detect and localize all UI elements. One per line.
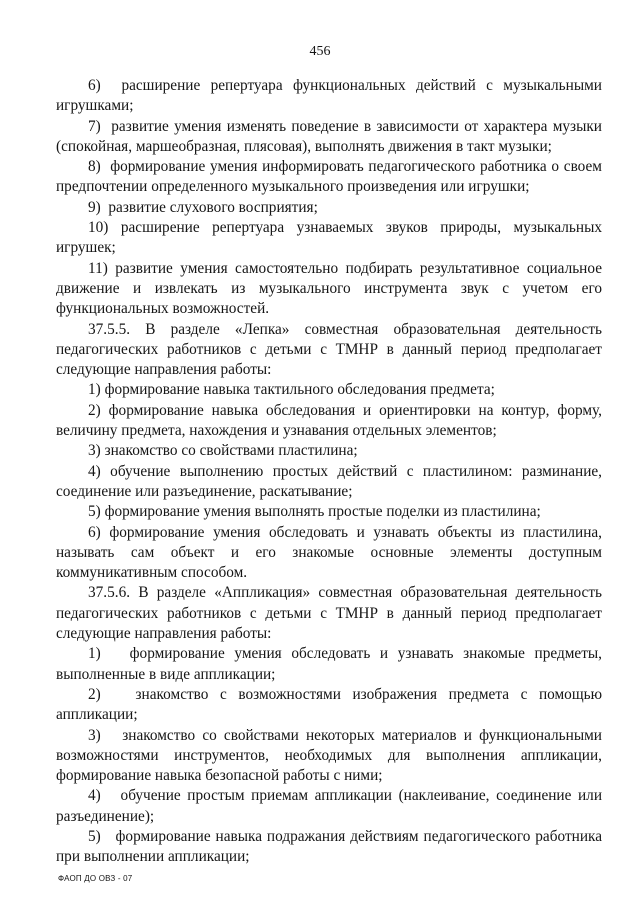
list-item-applikaciya-5: 5) формирование навыка подражания действиям педагогического работника при выполнении аппликации;: [56, 827, 602, 866]
page-number: 456: [309, 44, 331, 59]
list-item-music-9: 9) развитие слухового восприятия;: [88, 198, 318, 216]
section-heading-lepka: 37.5.5. В разделе «Лепка» совместная образовательная деятельность педагогических работников с детьми с ТМНР в данный период предполагает следующие направления работы:: [56, 320, 602, 379]
list-item-music-7: 7) развитие умения изменять поведение в зависимости от характера музыки (спокойная, маршеобразная, плясовая), выполнять движения в такт музыки;: [56, 117, 602, 155]
list-item-lepka-1: 1) формирование навыка тактильного обследования предмета;: [88, 381, 495, 399]
list-item-applikaciya-1: 1) формирование умения обследовать и узнавать знакомые предметы, выполненные в виде аппликации;: [56, 645, 602, 683]
section-heading-applikaciya: 37.5.6. В разделе «Аппликация» совместная образовательная деятельность педагогических работников с детьми с ТМНР в данный период предполагает следующие направления работы:: [56, 584, 602, 643]
list-item-applikaciya-4: 4) обучение простым приемам аппликации (наклеивание, соединение или разъединение);: [56, 787, 602, 825]
list-item-applikaciya-2: 2) знакомство с возможностями изображения предмета с помощью аппликации;: [56, 685, 602, 724]
list-item-music-10: 10) расширение репертуара узнаваемых звуков природы, музыкальных игрушек;: [56, 219, 602, 257]
list-item-lepka-5: 5) формирование умения выполнять простые поделки из пластилина;: [88, 503, 541, 521]
list-item-lepka-6: 6) формирование умения обследовать и узнавать объекты из пластилина, называть сам объект и его знакомые основные элементы доступным коммуникативным способом.: [56, 523, 602, 582]
footer-label: ФАОП ДО ОВЗ - 07: [58, 874, 133, 883]
list-item-lepka-4: 4) обучение выполнению простых действий с пластилином: разминание, соединение или разъединение, раскатывание;: [56, 462, 602, 500]
list-item-applikaciya-3: 3) знакомство со свойствами некоторых материалов и функциональными возможностями инструментов, необходимых для выполнения аппликации, формирование навыка безопасной работы с ними;: [56, 726, 602, 785]
list-item-music-8: 8) формирование умения информировать педагогического работника о своем предпочтении определенного музыкального произведения или игрушки;: [56, 158, 602, 196]
list-item-lepka-3: 3) знакомство со свойствами пластилина;: [88, 442, 358, 460]
list-item-music-6: 6) расширение репертуара функциональных действий с музыкальными игрушками;: [56, 77, 602, 115]
document-body: [56, 76, 602, 868]
list-item-lepka-2: 2) формирование навыка обследования и ориентировки на контур, форму, величину предмета, нахождения и узнавания отдельных элементов;: [56, 401, 602, 440]
list-item-music-11: 11) развитие умения самостоятельно подбирать результативное социальное движение и извлекать из музыкального инструмента звук с учетом его функциональных возможностей.: [56, 259, 602, 318]
